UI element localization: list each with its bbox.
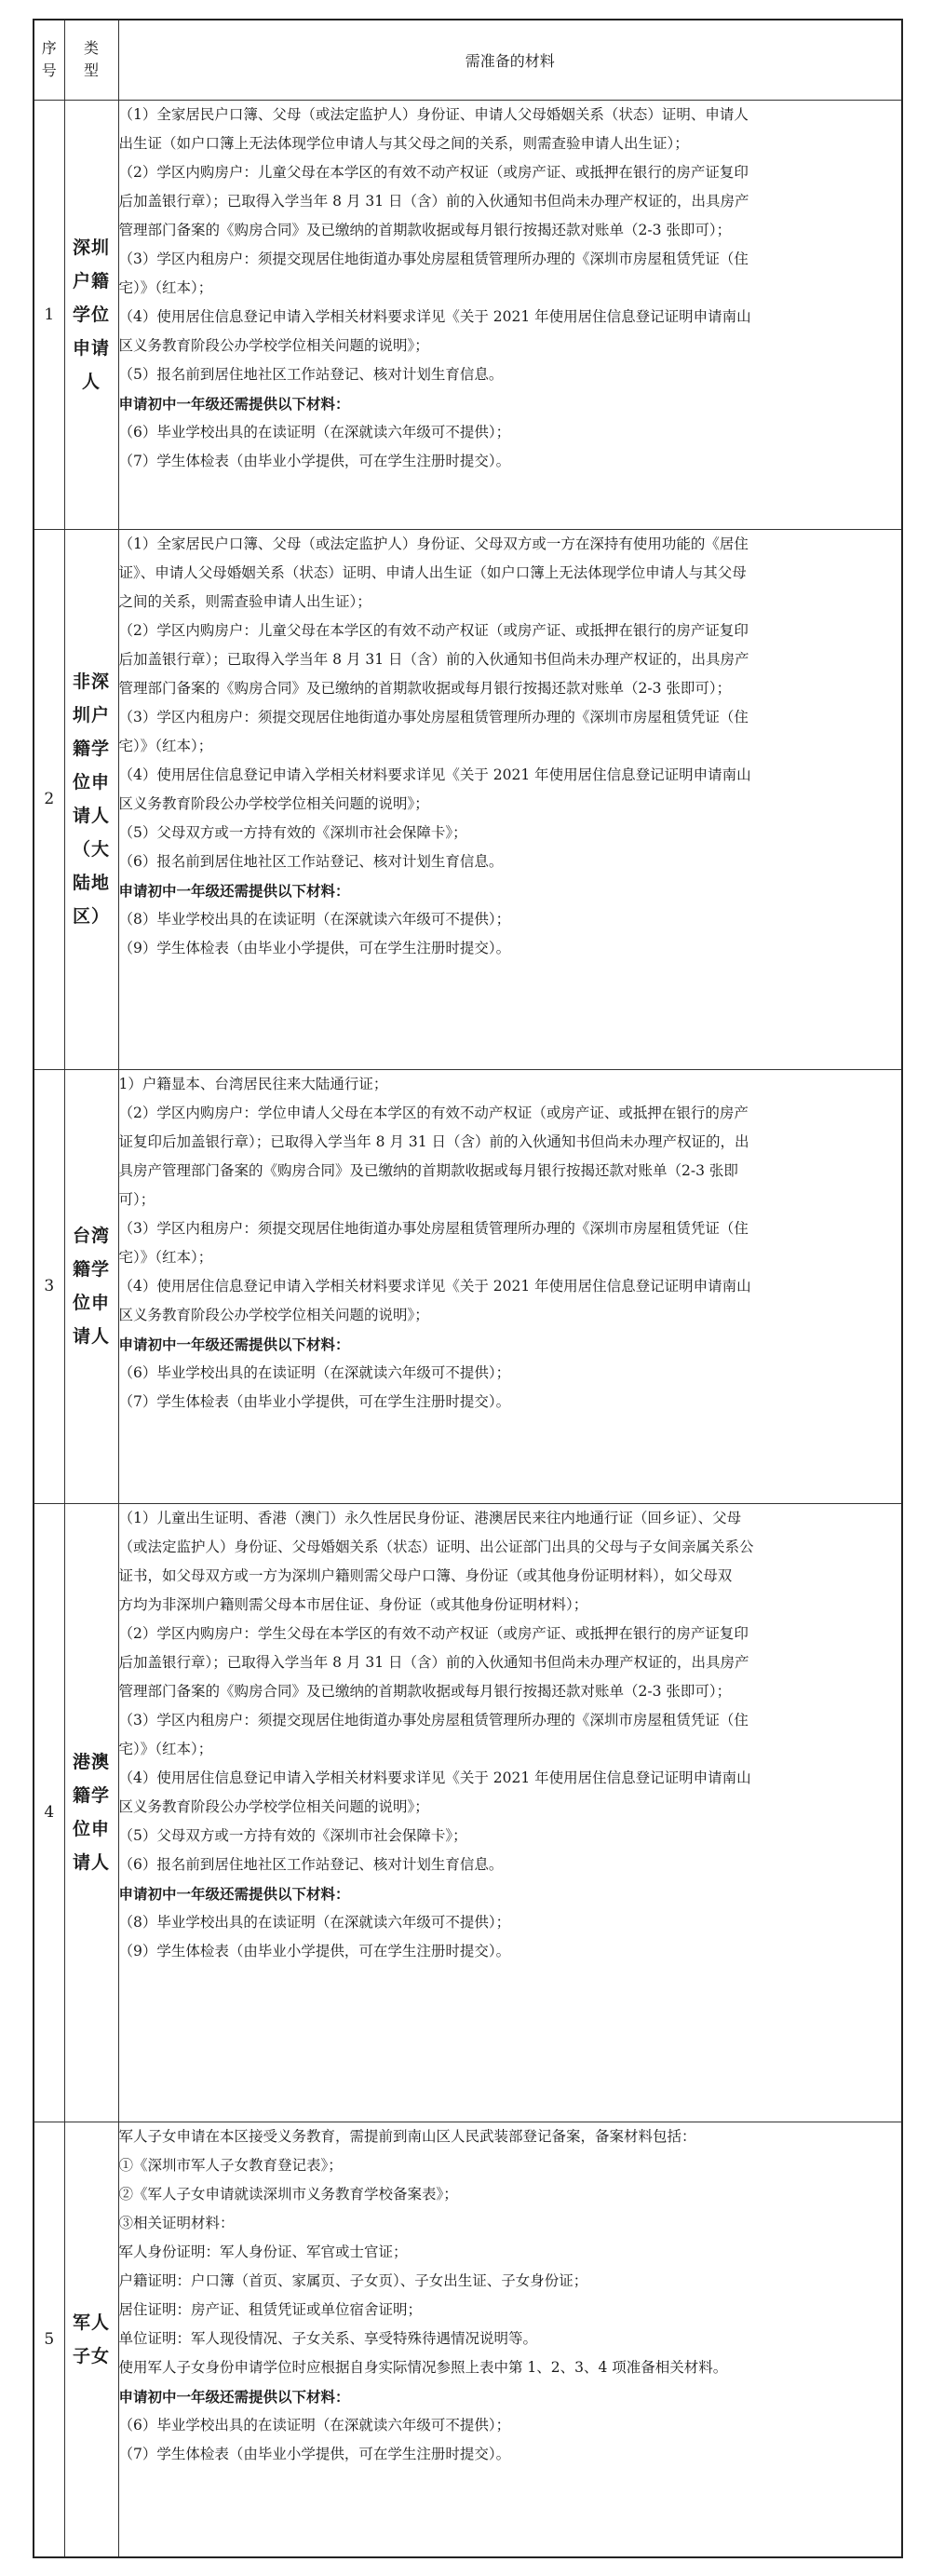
material-line: 后加盖银行章）；已取得入学当年 8 月 31 日（含）前的入伙通知书但尚未办理产权证的，出具房产 [118, 192, 749, 210]
row-type-segment: 请人 [72, 806, 110, 826]
row-type-segment: 人 [81, 371, 101, 392]
header-seq [34, 20, 64, 100]
header-seq-char-1: 序 [41, 39, 57, 58]
header-type-char-2: 型 [83, 61, 99, 80]
material-line: 证》、申请人父母婚姻关系（状态）证明、申请人出生证（如户口簿上无法体现学位申请人与其父母 [118, 563, 747, 581]
material-line: 宅）》（红本）； [118, 1740, 213, 1757]
material-line: 区义务教育阶段公办学校学位相关问题的说明》； [118, 794, 429, 812]
row-materials [118, 1069, 902, 1503]
row-type-segment: 港澳 [72, 1752, 110, 1772]
material-line: 后加盖银行章）；已取得入学当年 8 月 31 日（含）前的入伙通知书但尚未办理产权证的，出具房产 [118, 1653, 749, 1671]
row-type-segment: 请人 [72, 1852, 110, 1873]
material-line: 证书，如父母双方或一方为深圳户籍则需父母户口簿、身份证（或其他身份证明材料），如父母双 [118, 1566, 733, 1584]
material-line: 军人子女申请在本区接受义务教育，需提前到南山区人民武装部登记备案，备案材料包括： [118, 2127, 696, 2145]
header-type-char-1: 类 [83, 39, 99, 58]
row-type-segment: 圳户 [72, 705, 110, 725]
material-line: 宅）》（红本）； [118, 1248, 213, 1266]
material-line: （7）学生体检表（由毕业小学提供，可在学生注册时提交）。 [118, 1392, 511, 1410]
material-line: （1）全家居民户口簿、父母（或法定监护人）身份证、父母双方或一方在深持有使用功能的《居住 [118, 535, 749, 552]
material-line: ②《军人子女申请就读深圳市义务教育学校备案表》； [118, 2185, 458, 2203]
material-line: （3）学区内租房户：须提交现居住地街道办事处房屋租赁管理所办理的《深圳市房屋租赁凭证（住 [118, 708, 749, 725]
material-line: 管理部门备案的《购房合同》及已缴纳的首期款收据或每月银行按揭还款对账单（2-3 张即可）； [118, 679, 732, 697]
material-line: （1）全家居民户口簿、父母（或法定监护人）身份证、申请人父母婚姻关系（状态）证明、申请人 [118, 105, 749, 123]
material-line: （6）毕业学校出具的在读证明（在深就读六年级可不提供）； [118, 423, 511, 441]
row-type-segment: 籍学 [72, 1785, 110, 1806]
material-line: （6）报名前到居住地社区工作站登记、核对计划生育信息。 [118, 1855, 504, 1873]
row-type [64, 1069, 118, 1503]
row-materials [118, 2122, 902, 2557]
row-type-segment: 学位 [72, 304, 110, 325]
material-line: 区义务教育阶段公办学校学位相关问题的说明》； [118, 336, 429, 354]
material-line: （8）毕业学校出具的在读证明（在深就读六年级可不提供）； [118, 910, 511, 928]
header-row [34, 20, 902, 100]
material-line: 宅）》（红本）； [118, 278, 213, 296]
material-line: （3）学区内租房户：须提交现居住地街道办事处房屋租赁管理所办理的《深圳市房屋租赁凭证（住 [118, 250, 749, 267]
material-line: 户籍证明：户口簿（首页、家属页、子女页）、子女出生证、子女身份证； [118, 2271, 588, 2289]
row-materials [118, 1503, 902, 2122]
row-type-segment: 位申 [72, 772, 110, 793]
table-row [34, 1503, 902, 2122]
material-line: 区义务教育阶段公办学校学位相关问题的说明》； [118, 1306, 429, 1323]
row-type-segment: 位申 [72, 1819, 110, 1839]
material-line: 证复印后加盖银行章）；已取得入学当年 8 月 31 日（含）前的入伙通知书但尚未办理产权证的，出 [118, 1132, 749, 1150]
row-type-segment: 台湾 [72, 1226, 110, 1246]
row-seq-number: 3 [34, 1069, 64, 1503]
table-row [34, 2122, 902, 2557]
row-type-segment: （大 [72, 839, 110, 860]
material-line: 具房产管理部门备案的《购房合同》及已缴纳的首期款收据或每月银行按揭还款对账单（2-3 张即 [118, 1161, 738, 1179]
row-type-segment: 籍学 [72, 739, 110, 759]
material-line: 使用军人子女身份申请学位时应根据自身实际情况参照上表中第 1、2、3、4 项准备相关材料。 [118, 2358, 728, 2376]
material-line: 可）； [118, 1190, 155, 1208]
header-seq-char-2: 号 [41, 61, 57, 80]
material-line: （6）报名前到居住地社区工作站登记、核对计划生育信息。 [118, 852, 504, 870]
material-line: （4）使用居住信息登记申请入学相关材料要求详见《关于 2021 年使用居住信息登记证明申请南山 [118, 766, 751, 783]
material-line: （7）学生体检表（由毕业小学提供，可在学生注册时提交）。 [118, 2445, 511, 2462]
row-type [64, 2122, 118, 2557]
row-materials [118, 100, 902, 529]
junior-high-extra-heading: 申请初中一年级还需提供以下材料： [118, 881, 350, 900]
row-type [64, 100, 118, 529]
material-line: （3）学区内租房户：须提交现居住地街道办事处房屋租赁管理所办理的《深圳市房屋租赁凭证（住 [118, 1219, 749, 1237]
material-line: （2）学区内购房户：学生父母在本学区的有效不动产权证（或房产证、或抵押在银行的房产证复印 [118, 1624, 749, 1642]
materials-table [33, 19, 903, 2558]
row-seq-number: 5 [34, 2122, 64, 2557]
header-type [64, 20, 118, 100]
material-line: （6）毕业学校出具的在读证明（在深就读六年级可不提供）； [118, 2416, 511, 2434]
table-row [34, 100, 902, 529]
row-type [64, 1503, 118, 2122]
material-line: 后加盖银行章）；已取得入学当年 8 月 31 日（含）前的入伙通知书但尚未办理产权证的，出具房产 [118, 650, 749, 668]
material-line: （8）毕业学校出具的在读证明（在深就读六年级可不提供）； [118, 1913, 511, 1931]
row-type-segment: 区） [72, 906, 110, 927]
material-line: （1）儿童出生证明、香港（澳门）永久性居民身份证、港澳居民来往内地通行证（回乡证）、父母 [118, 1509, 742, 1526]
material-line: 出生证（如户口簿上无法体现学位申请人与其父母之间的关系，则需查验申请人出生证）； [118, 134, 689, 152]
row-type-segment: 申请 [72, 337, 110, 359]
row-type-segment: 户籍 [72, 270, 110, 291]
row-seq-number: 4 [34, 1503, 64, 2122]
junior-high-extra-heading: 申请初中一年级还需提供以下材料： [118, 1884, 350, 1903]
material-line: （4）使用居住信息登记申请入学相关材料要求详见《关于 2021 年使用居住信息登记证明申请南山 [118, 1769, 751, 1786]
row-seq-number: 1 [34, 100, 64, 529]
material-line: 之间的关系，则需查验申请人出生证）； [118, 592, 371, 610]
row-type-segment: 子女 [72, 2345, 110, 2366]
row-type-segment: 军人 [72, 2312, 110, 2333]
header-materials: 需准备的材料 [118, 20, 902, 100]
row-type-segment: 位申 [72, 1293, 110, 1313]
material-line: （或法定监护人）身份证、父母婚姻关系（状态）证明、出公证部门出具的父母与子女间亲属关系公 [118, 1538, 754, 1555]
material-line: 1）户籍显本、台湾居民往来大陆通行证； [118, 1075, 388, 1092]
row-seq-number: 2 [34, 529, 64, 1069]
row-type-segment: 陆地 [72, 873, 110, 893]
material-line: （5）报名前到居住地社区工作站登记、核对计划生育信息。 [118, 365, 504, 383]
material-line: ③相关证明材料： [118, 2214, 235, 2231]
material-line: 宅）》（红本）； [118, 737, 213, 754]
material-line: 管理部门备案的《购房合同》及已缴纳的首期款收据或每月银行按揭还款对账单（2-3 张即可）； [118, 221, 732, 238]
material-line: （5）父母双方或一方持有效的《深圳市社会保障卡》； [118, 823, 467, 841]
material-line: （9）学生体检表（由毕业小学提供，可在学生注册时提交）。 [118, 1942, 511, 1959]
material-line: （5）父母双方或一方持有效的《深圳市社会保障卡》； [118, 1826, 467, 1844]
material-line: 居住证明：房产证、租赁凭证或单位宿舍证明； [118, 2300, 423, 2318]
material-line: （2）学区内购房户：儿童父母在本学区的有效不动产权证（或房产证、或抵押在银行的房产证复印 [118, 163, 749, 181]
row-type [64, 529, 118, 1069]
material-line: （2）学区内购房户：儿童父母在本学区的有效不动产权证（或房产证、或抵押在银行的房产证复印 [118, 621, 749, 639]
material-line: （2）学区内购房户：学位申请人父母在本学区的有效不动产权证（或房产证、或抵押在银行的房产 [118, 1104, 749, 1121]
material-line: （4）使用居住信息登记申请入学相关材料要求详见《关于 2021 年使用居住信息登记证明申请南山 [118, 307, 751, 325]
material-line: （7）学生体检表（由毕业小学提供，可在学生注册时提交）。 [118, 452, 511, 469]
row-type-segment: 籍学 [72, 1259, 110, 1280]
material-line: 单位证明：军人现役情况、子女关系、享受特殊待遇情况说明等。 [118, 2329, 538, 2347]
junior-high-extra-heading: 申请初中一年级还需提供以下材料： [118, 394, 350, 413]
material-line: ①《深圳市军人子女教育登记表》； [118, 2156, 343, 2174]
material-line: 管理部门备案的《购房合同》及已缴纳的首期款收据或每月银行按揭还款对账单（2-3 张即可）； [118, 1682, 732, 1700]
junior-high-extra-heading: 申请初中一年级还需提供以下材料： [118, 2387, 350, 2406]
junior-high-extra-heading: 申请初中一年级还需提供以下材料： [118, 1335, 350, 1353]
row-materials [118, 529, 902, 1069]
row-type-segment: 非深 [72, 671, 110, 692]
material-line: 军人身份证明：军人身份证、军官或士官证； [118, 2243, 408, 2260]
material-line: （3）学区内租房户：须提交现居住地街道办事处房屋租赁管理所办理的《深圳市房屋租赁凭证（住 [118, 1711, 749, 1729]
material-line: （6）毕业学校出具的在读证明（在深就读六年级可不提供）； [118, 1363, 511, 1381]
row-type-segment: 深圳 [72, 237, 110, 258]
material-line: （4）使用居住信息登记申请入学相关材料要求详见《关于 2021 年使用居住信息登记证明申请南山 [118, 1277, 751, 1295]
row-type-segment: 请人 [72, 1326, 110, 1347]
material-line: （9）学生体检表（由毕业小学提供，可在学生注册时提交）。 [118, 939, 511, 956]
material-line: 方均为非深圳户籍则需父母本市居住证、身份证（或其他身份证明材料）； [118, 1595, 588, 1613]
material-line: 区义务教育阶段公办学校学位相关问题的说明》； [118, 1797, 429, 1815]
table-row [34, 1069, 902, 1503]
table-row [34, 529, 902, 1069]
